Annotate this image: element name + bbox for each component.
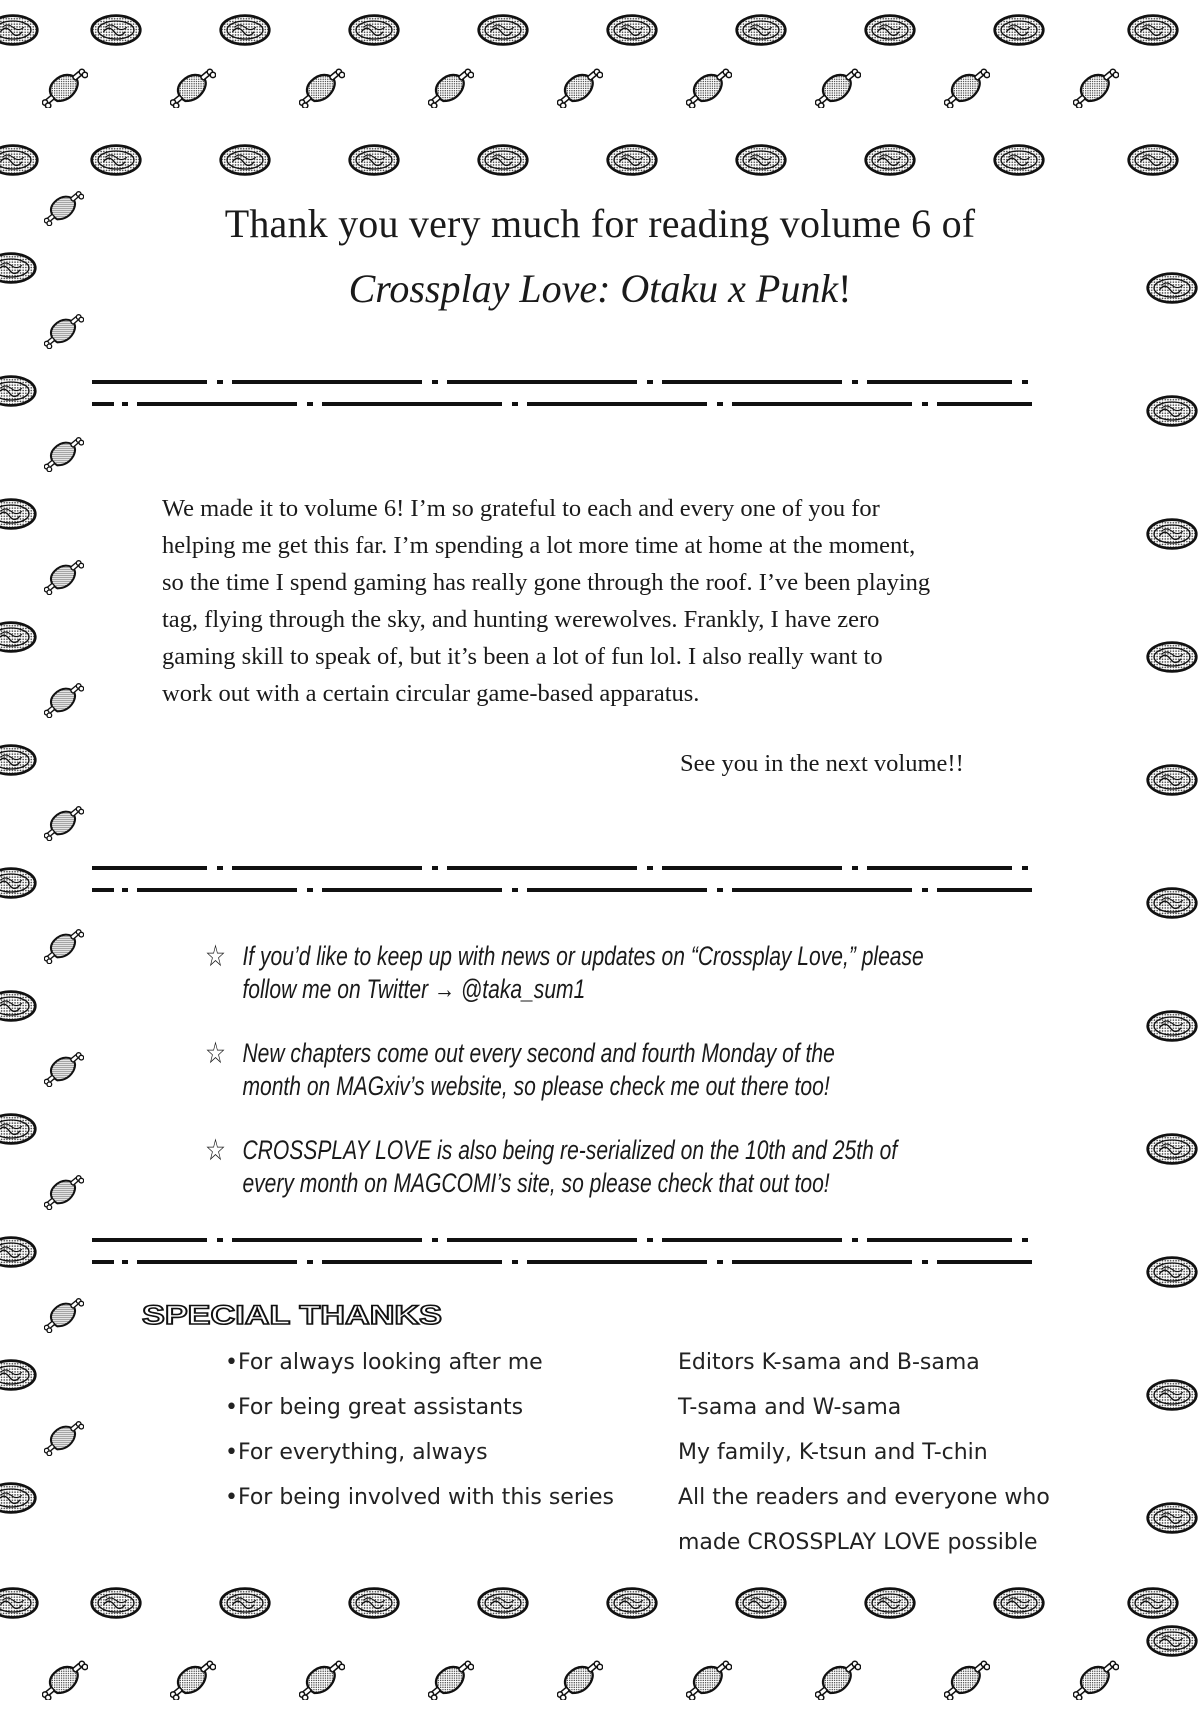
steak-icon: [992, 12, 1046, 48]
steak-icon: [863, 1585, 917, 1621]
star-icon: ☆: [205, 939, 226, 974]
steak-icon: [218, 142, 272, 178]
note-line: CROSSPLAY LOVE is also being re-serialized on the 10th and 25th of: [242, 1135, 898, 1165]
list-item: •For being great assistants: [225, 1395, 524, 1420]
list-item: •For always looking after me: [225, 1350, 543, 1375]
steak-icon: [476, 1585, 530, 1621]
signoff: See you in the next volume!!: [680, 750, 964, 777]
steak-icon: [0, 496, 38, 532]
steak-icon: [0, 373, 38, 409]
steak-icon: [1145, 1377, 1199, 1413]
star-icon: ☆: [205, 1133, 226, 1168]
message-line: gaming skill to speak of, but it’s been a lot of fun lol. I also really want to: [162, 643, 883, 670]
thanks-people: [678, 1340, 1050, 1565]
meat-on-bone-icon: [44, 1297, 84, 1333]
steak-icon: [0, 1585, 40, 1621]
meat-on-bone-icon: [170, 68, 216, 108]
steak-icon: [0, 142, 40, 178]
page-title: Thank you very much for reading volume 6 of: [224, 201, 976, 246]
steak-icon: [1145, 639, 1199, 675]
note-line: month on MAGxiv’s website, so please check me out there too!: [242, 1071, 830, 1101]
steak-icon: [734, 1585, 788, 1621]
steak-icon: [734, 12, 788, 48]
meat-on-bone-icon: [686, 68, 732, 108]
steak-icon: [0, 742, 38, 778]
steak-icon: [0, 1111, 38, 1147]
star-icon: ☆: [205, 1036, 226, 1071]
steak-icon: [1145, 885, 1199, 921]
meat-on-bone-icon: [44, 928, 84, 964]
steak-icon: [1145, 516, 1199, 552]
steak-icon: [734, 142, 788, 178]
steak-icon: [1145, 1008, 1199, 1044]
steak-icon: [605, 12, 659, 48]
series-title-line: [0, 265, 1200, 312]
steak-icon: [0, 1357, 38, 1393]
message-line: helping me get this far. I’m spending a lot more time at home at the moment,: [162, 532, 916, 559]
steak-icon: [0, 619, 38, 655]
meat-on-bone-icon: [299, 68, 345, 108]
note-line: every month on MAGCOMI’s site, so please check that out too!: [242, 1168, 830, 1198]
steak-icon: [1145, 1500, 1199, 1536]
meat-on-bone-icon: [44, 436, 84, 472]
list-item: My family, K-tsun and T-chin: [678, 1440, 988, 1465]
meat-on-bone-icon: [42, 1660, 88, 1700]
notes-list: [205, 939, 924, 1231]
steak-icon: [347, 1585, 401, 1621]
divider-bottom: [92, 1236, 1032, 1270]
steak-icon: [0, 1480, 38, 1516]
list-item: T-sama and W-sama: [678, 1395, 902, 1420]
list-item: •For being involved with this series: [225, 1485, 614, 1510]
steak-icon: [1126, 142, 1180, 178]
steak-icon: [218, 1585, 272, 1621]
special-thanks-heading: [140, 1296, 460, 1336]
steak-icon: [1145, 1623, 1199, 1659]
divider-top: [92, 378, 1032, 412]
meat-on-bone-icon: [299, 1660, 345, 1700]
note-line: follow me on Twitter → @taka_sum1: [242, 974, 586, 1004]
list-item: [205, 1134, 1038, 1200]
meat-on-bone-icon: [1073, 68, 1119, 108]
steak-icon: [992, 1585, 1046, 1621]
series-title: Crossplay Love: Otaku x Punk: [348, 266, 839, 311]
meat-on-bone-icon: [44, 1174, 84, 1210]
meat-on-bone-icon: [815, 68, 861, 108]
steak-icon: [476, 12, 530, 48]
list-item: Editors K-sama and B-sama: [678, 1350, 980, 1375]
note-line: New chapters come out every second and fourth Monday of the: [242, 1038, 835, 1068]
series-title-suffix: !: [838, 266, 852, 311]
steak-icon: [863, 12, 917, 48]
steak-icon: [89, 142, 143, 178]
meat-on-bone-icon: [170, 1660, 216, 1700]
divider-middle: [92, 864, 1032, 898]
meat-on-bone-icon: [428, 68, 474, 108]
message-line: We made it to volume 6! I’m so grateful to each and every one of you for: [162, 495, 880, 522]
list-item: All the readers and everyone who: [678, 1485, 1050, 1510]
meat-on-bone-icon: [557, 1660, 603, 1700]
meat-on-bone-icon: [944, 1660, 990, 1700]
thanks-reasons: [225, 1340, 614, 1520]
meat-on-bone-icon: [686, 1660, 732, 1700]
steak-icon: [1145, 393, 1199, 429]
meat-on-bone-icon: [1073, 1660, 1119, 1700]
list-item: •For everything, always: [225, 1440, 488, 1465]
meat-on-bone-icon: [42, 68, 88, 108]
steak-icon: [1126, 12, 1180, 48]
steak-icon: [0, 865, 38, 901]
steak-icon: [863, 142, 917, 178]
steak-icon: [89, 1585, 143, 1621]
steak-icon: [1145, 1131, 1199, 1167]
steak-icon: [605, 1585, 659, 1621]
message-line: tag, flying through the sky, and hunting werewolves. Frankly, I have zero: [162, 606, 880, 633]
note-line: If you’d like to keep up with news or updates on “Crossplay Love,” please: [242, 941, 924, 971]
meat-on-bone-icon: [557, 68, 603, 108]
meat-on-bone-icon: [44, 1420, 84, 1456]
author-message: [162, 490, 1102, 712]
steak-icon: [0, 988, 38, 1024]
steak-icon: [476, 142, 530, 178]
list-item: [205, 1037, 1038, 1103]
meat-on-bone-icon: [44, 805, 84, 841]
list-item: [205, 940, 1038, 1006]
steak-icon: [992, 142, 1046, 178]
list-item: made CROSSPLAY LOVE possible: [678, 1530, 1038, 1555]
steak-icon: [1126, 1585, 1180, 1621]
steak-icon: [1145, 762, 1199, 798]
meat-on-bone-icon: [44, 313, 84, 349]
meat-on-bone-icon: [815, 1660, 861, 1700]
meat-on-bone-icon: [44, 682, 84, 718]
meat-on-bone-icon: [44, 559, 84, 595]
steak-icon: [89, 12, 143, 48]
special-thanks-text: SPECIAL THANKS: [142, 1300, 442, 1330]
steak-icon: [347, 142, 401, 178]
meat-on-bone-icon: [428, 1660, 474, 1700]
steak-icon: [218, 12, 272, 48]
message-line: work out with a certain circular game-based apparatus.: [162, 680, 700, 707]
steak-icon: [1145, 1254, 1199, 1290]
steak-icon: [0, 1234, 38, 1270]
steak-icon: [0, 12, 40, 48]
steak-icon: [347, 12, 401, 48]
message-line: so the time I spend gaming has really gone through the roof. I’ve been playing: [162, 569, 931, 596]
steak-icon: [605, 142, 659, 178]
meat-on-bone-icon: [944, 68, 990, 108]
meat-on-bone-icon: [44, 1051, 84, 1087]
